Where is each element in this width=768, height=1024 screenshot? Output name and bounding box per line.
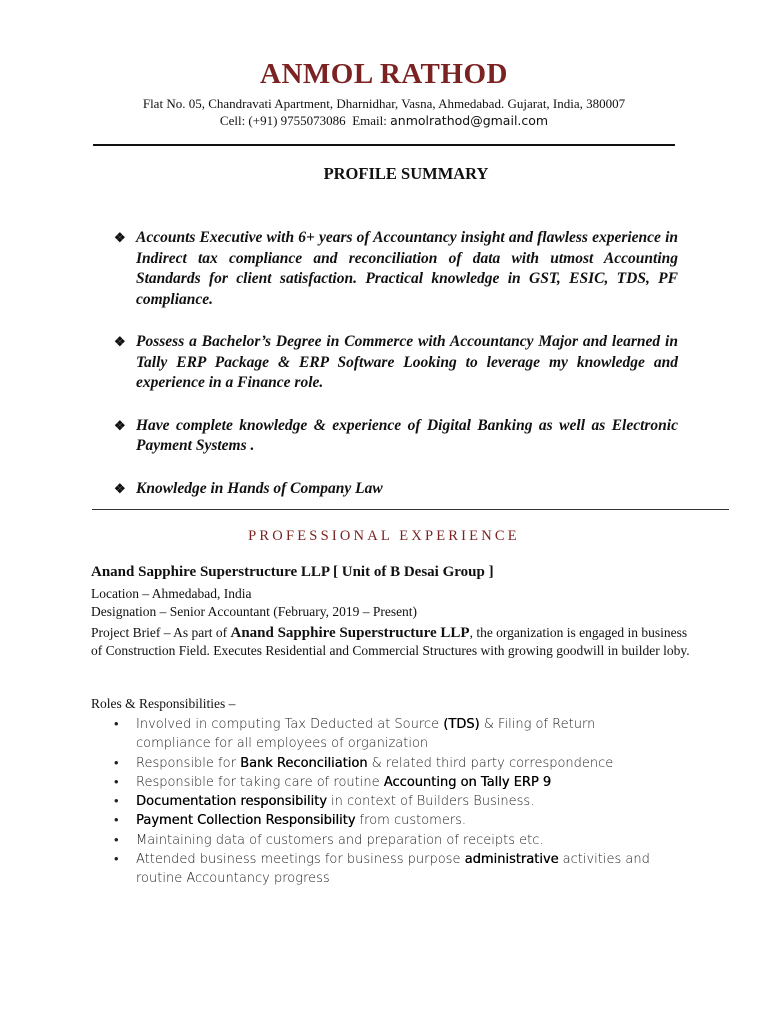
bullet-dot-icon: • <box>114 813 119 829</box>
brief-prefix: Project Brief – As part of <box>91 625 231 640</box>
roles-heading: Roles & Responsibilities – <box>91 696 236 711</box>
contact-line <box>0 112 768 129</box>
summary-text: Have complete knowledge & experience of Digital Banking as well as Electronic Payment Systems . <box>136 416 678 454</box>
bullet-dot-icon: • <box>114 794 119 810</box>
bullet-dot-icon: • <box>114 832 119 848</box>
section-divider <box>92 509 729 510</box>
role-item: • Maintaining data of customers and preparation of receipts etc. <box>114 831 674 850</box>
bullet-dot-icon: • <box>114 852 119 868</box>
diamond-bullet-icon: ❖ <box>114 334 126 349</box>
summary-text: Knowledge in Hands of Company Law <box>136 479 383 497</box>
role-item: • Payment Collection Responsibility from customers. <box>114 811 674 830</box>
summary-text: Possess a Bachelor’s Degree in Commerce with Accountancy Major and learned in Tally ERP Package & ERP Software Looking to leverage my knowledge and experience in a Finance role. <box>136 333 678 391</box>
designation-line: Designation – Senior Accountant (February, 2019 – Present) <box>91 604 418 619</box>
profile-summary-heading: PROFILE SUMMARY <box>323 164 489 183</box>
header-divider <box>93 144 675 146</box>
roles-list <box>114 715 674 889</box>
brief-rest: , the organization is engaged in business of Construction Field. Executes Residential and Commercial Structures with growing goodwill in builder loby. <box>91 625 690 658</box>
bullet-dot-icon: • <box>114 755 119 771</box>
brief-company: Anand Sapphire Superstructure LLP <box>230 625 470 641</box>
summary-item <box>114 228 678 310</box>
cell-number: Cell: (+91) 9755073086 <box>219 113 346 128</box>
summary-item <box>114 479 678 500</box>
summary-item <box>114 332 678 394</box>
role-item: • Documentation responsibility in context of Builders Business. <box>114 792 674 811</box>
role-item: • Responsible for Bank Reconciliation & related third party correspondence <box>114 754 674 773</box>
contact-block <box>0 95 768 129</box>
email-label: Email: <box>352 113 387 128</box>
email-address[interactable]: anmolrathod@gmail.com <box>390 113 549 128</box>
professional-experience-heading: PROFESSIONAL EXPERIENCE <box>248 528 520 544</box>
company-name: Anand Sapphire Superstructure LLP [ Unit of B Desai Group ] <box>91 564 494 580</box>
bullet-dot-icon: • <box>114 717 119 732</box>
diamond-bullet-icon: ❖ <box>114 230 126 245</box>
location-line: Location – Ahmedabad, India <box>91 586 252 601</box>
candidate-name: ANMOL RATHOD <box>260 58 508 90</box>
profile-summary-list <box>114 228 678 521</box>
diamond-bullet-icon: ❖ <box>114 417 126 433</box>
role-item: • Involved in computing Tax Deducted at Source (TDS) & Filing of Return compliance for all employees of organization <box>114 717 596 752</box>
summary-item <box>114 416 678 457</box>
diamond-bullet-icon: ❖ <box>114 480 126 496</box>
summary-text: Accounts Executive with 6+ years of Accountancy insight and flawless experience in Indirect tax compliance and reconciliation of data with utmost Accounting Standards for client satisfaction. Practical knowledge in GST, ESIC, TDS, PF compliance. <box>136 229 678 308</box>
project-brief <box>91 624 691 660</box>
address-line: Flat No. 05, Chandravati Apartment, Dharnidhar, Vasna, Ahmedabad. Gujarat, India, 380007 <box>142 96 626 111</box>
bullet-dot-icon: • <box>114 774 119 790</box>
role-item: • Attended business meetings for business purpose administrative activities and routine Accountancy progress <box>114 852 650 887</box>
role-item: • Responsible for taking care of routine Accounting on Tally ERP 9 <box>114 773 674 792</box>
